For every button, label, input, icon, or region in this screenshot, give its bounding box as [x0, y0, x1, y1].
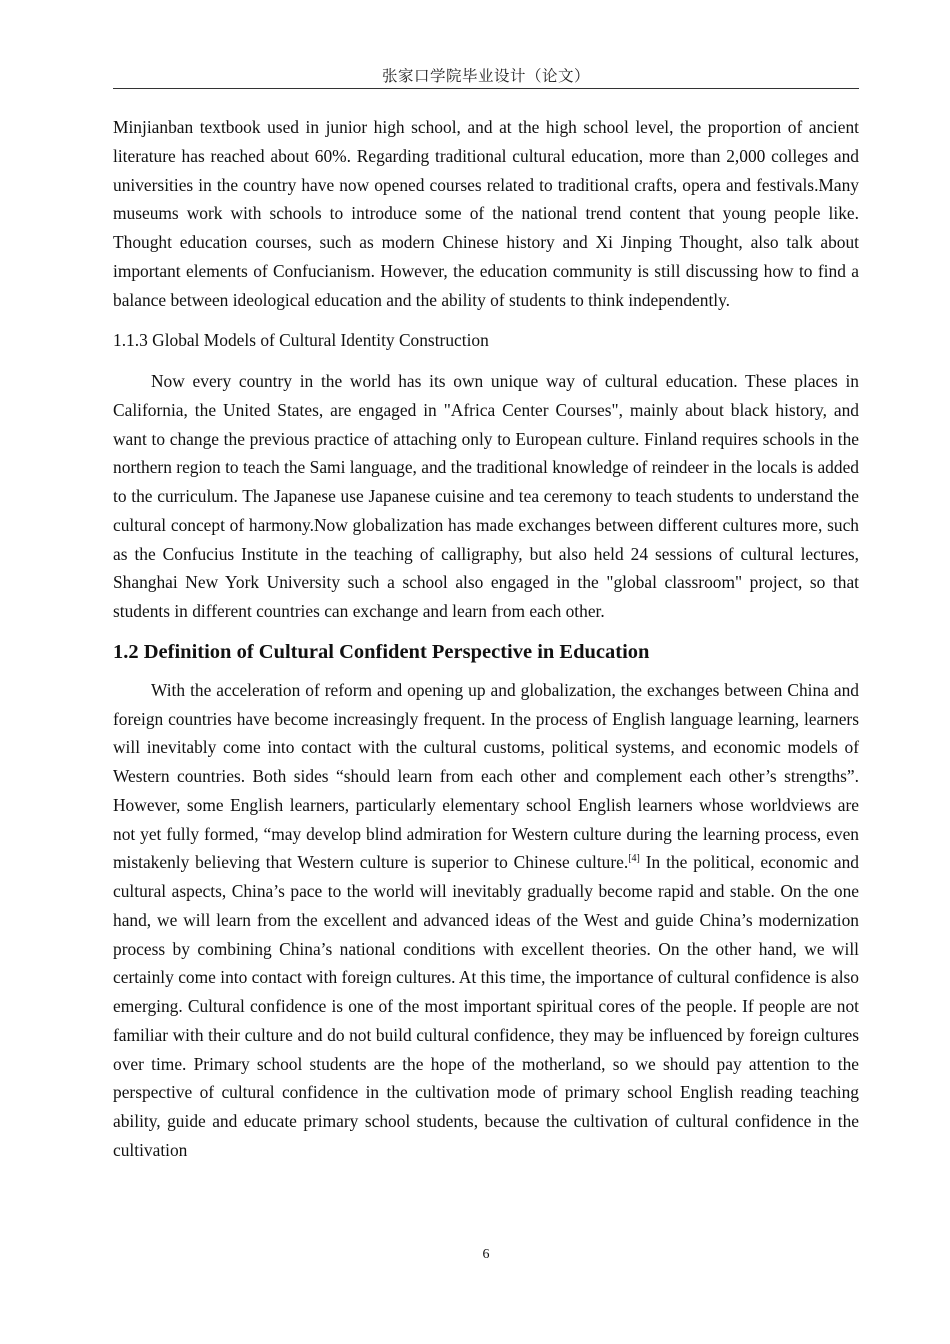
page-number: 6 — [482, 1247, 490, 1262]
paragraph — [113, 676, 859, 1165]
page-body — [113, 113, 859, 1165]
subsection-heading-1-1-3: 1.1.3 Global Models of Cultural Identity Construction — [113, 330, 489, 351]
paragraph: Now every country in the world has its own unique way of cultural education. These places in California, the United States, are engaged in "Africa Center Courses", mainly about black history, and want to change the previous practice of attaching only to European culture. Finland requires schools in the northern region to teach the Sami language, and the traditional knowledge of reindeer in the locals is added to the curriculum. The Japanese use Japanese cuisine and tea ceremony to teach students to understand the cultural concept of harmony.Now globalization has made exchanges between different cultures more, such as the Confucius Institute in the teaching of calligraphy, but also held 24 sessions of cultural lectures, Shanghai New York University such a school also engaged in the "global classroom" project, so that students in different countries can exchange and learn from each other. — [113, 371, 859, 621]
paragraph-text: In the political, economic and cultural aspects, China’s pace to the world will inevitably gradually become rapid and stable. On the one hand, we will learn from the excellent and advanced ideas of the West and guide China’s modernization process by combining China’s national conditions with excellent theories. On the other hand, we will certainly come into contact with foreign cultures. At this time, the importance of cultural confidence is also emerging. Cultural confidence is one of the most important spiritual cores of the people. If people are not familiar with their culture and do not build cultural confidence, they may be influenced by foreign cultures over time. Primary school students are the hope of the motherland, so we should pay attention to the perspective of cultural confidence in the cultivation mode of primary school English reading teaching ability, guide and educate primary school students, because the cultivation of cultural confidence in the cultivation — [113, 852, 859, 1160]
paragraph: Minjianban textbook used in junior high school, and at the high school level, the proportion of ancient literature has reached about 60%. Regarding traditional cultural education, more than 2,000 colleges and universities in the country have now opened courses related to traditional crafts, opera and festivals.Many museums work with schools to introduce some of the national trend content that young people like. Thought education courses, such as modern Chinese history and Xi Jinping Thought, also talk about important elements of Confucianism. However, the education community is still discussing how to find a balance between ideological education and the ability of students to think independently. — [113, 117, 859, 310]
header-rule — [113, 88, 859, 89]
citation-reference[interactable]: [4] — [628, 853, 640, 865]
section-heading-1-2: 1.2 Definition of Cultural Confident Perspective in Education — [113, 640, 650, 663]
running-header: 张家口学院毕业设计（论文） — [381, 67, 590, 85]
paragraph-text: With the acceleration of reform and opening up and globalization, the exchanges between China and foreign countries have become increasingly frequent. In the process of English language learning, learners will inevitably come into contact with the cultural customs, political systems, and economic models of Western countries. Both sides “should learn from each other and complement each other’s strengths”. However, some English learners, particularly elementary school English learners whose worldviews are not yet fully formed, “may develop blind admiration for Western culture during the learning process, even mistakenly believing that Western culture is superior to Chinese culture. — [113, 679, 859, 873]
